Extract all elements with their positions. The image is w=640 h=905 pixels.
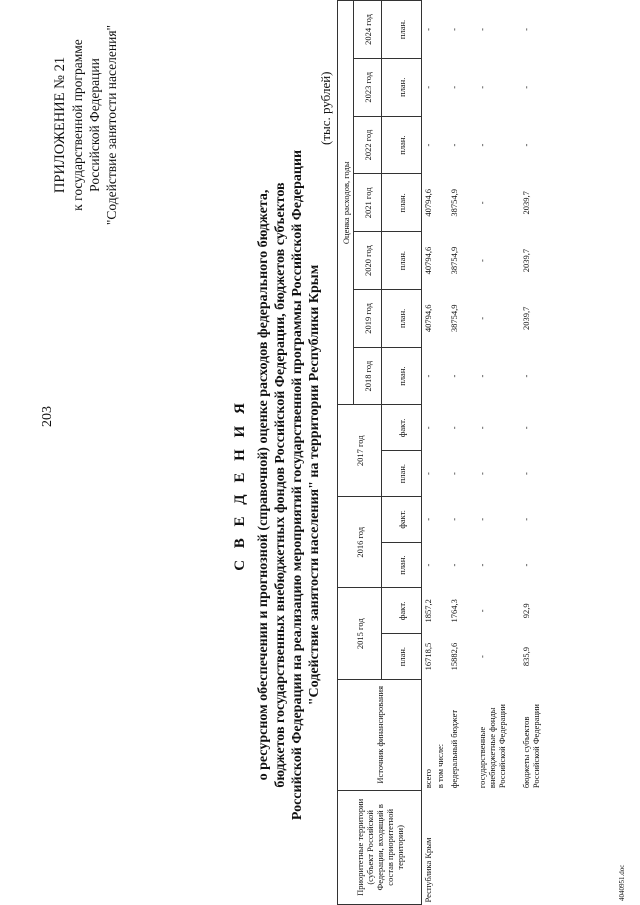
value-cell: 1764,3 bbox=[449, 599, 459, 623]
value-cell: - bbox=[423, 28, 433, 31]
value-cell: 92,9 bbox=[521, 603, 531, 619]
title-line: "Содействие занятости населения" на территории Республики Крым bbox=[307, 264, 322, 706]
header-2016: 2016 год bbox=[338, 496, 382, 587]
table-row bbox=[476, 1, 520, 905]
value-cell: - bbox=[423, 85, 433, 89]
table-row bbox=[422, 1, 435, 905]
header-2015: 2015 год bbox=[338, 588, 382, 679]
page-number: 203 bbox=[40, 406, 55, 427]
value-cell: - bbox=[521, 563, 531, 567]
value-cell: - bbox=[477, 517, 487, 521]
value-cell: - bbox=[521, 472, 531, 476]
value-cell: - bbox=[449, 374, 459, 378]
title-line: бюджетов государственных внебюджетных фондов Российской Федерации, бюджетов субъектов bbox=[273, 182, 288, 788]
appendix-heading: ПРИЛОЖЕНИЕ № 21 bbox=[52, 56, 68, 194]
value-cell: 2039,7 bbox=[521, 306, 531, 331]
header-plan: план. bbox=[382, 451, 422, 497]
value-cell: - bbox=[423, 374, 433, 378]
header-plan: план. bbox=[382, 289, 422, 347]
value-cell: - bbox=[477, 426, 487, 430]
value-cell: - bbox=[521, 426, 531, 430]
header-2019: 2019 год bbox=[354, 289, 382, 347]
value-cell: - bbox=[521, 517, 531, 521]
value-cell: - bbox=[521, 143, 531, 147]
header-fact: факт. bbox=[382, 588, 422, 634]
header-territory: Приоритетные территории (субъект Российской Федерации, входящий в состав приоритетной территории) bbox=[338, 790, 422, 904]
value-cell: - bbox=[477, 472, 487, 476]
value-cell: - bbox=[423, 426, 433, 430]
header-plan: план. bbox=[382, 58, 422, 116]
value-cell: - bbox=[449, 143, 459, 147]
header-2023: 2023 год bbox=[354, 58, 382, 116]
value-cell: - bbox=[477, 609, 487, 613]
value-cell: - bbox=[521, 28, 531, 31]
header-plan: план. bbox=[382, 347, 422, 405]
source-cell: государственные внебюджетные фонды Российской Федерации bbox=[477, 704, 507, 789]
value-cell: - bbox=[449, 563, 459, 567]
value-cell: - bbox=[477, 374, 487, 378]
header-plan: план. bbox=[382, 174, 422, 232]
table-row bbox=[448, 1, 476, 905]
value-cell: - bbox=[449, 426, 459, 430]
table-body bbox=[422, 1, 549, 905]
value-cell: 40794,6 bbox=[423, 304, 433, 333]
header-2022: 2022 год bbox=[354, 116, 382, 174]
value-cell: 40794,6 bbox=[423, 246, 433, 275]
source-cell: в том числе: bbox=[435, 743, 445, 789]
value-cell: - bbox=[477, 259, 487, 263]
header-plan: план. bbox=[382, 1, 422, 59]
value-cell: - bbox=[477, 85, 487, 89]
appendix-line: Российской Федерации bbox=[87, 58, 102, 192]
value-cell: - bbox=[449, 472, 459, 476]
value-cell: 2039,7 bbox=[521, 191, 531, 215]
value-cell: 15882,6 bbox=[449, 642, 459, 671]
value-cell: 40794,6 bbox=[423, 189, 433, 217]
value-cell: 2039,7 bbox=[521, 248, 531, 273]
appendix-block bbox=[52, 5, 120, 245]
header-fact: факт. bbox=[382, 496, 422, 542]
header-2020: 2020 год bbox=[354, 232, 382, 290]
appendix-line: к государственной программе bbox=[70, 39, 85, 211]
title-line: Российской Федерации на реализацию мероприятий государственной программы Российской Федерации bbox=[290, 149, 305, 821]
value-cell: - bbox=[449, 517, 459, 521]
value-cell: - bbox=[477, 143, 487, 147]
territory-cell: Республика Крым bbox=[423, 837, 433, 903]
header-plan: план. bbox=[382, 542, 422, 588]
value-cell: 835,9 bbox=[521, 647, 531, 667]
value-cell: - bbox=[521, 85, 531, 89]
header-2017: 2017 год bbox=[338, 405, 382, 496]
value-cell: - bbox=[423, 143, 433, 147]
appendix-line: "Содействие занятости населения" bbox=[104, 24, 119, 226]
value-cell: - bbox=[477, 563, 487, 567]
value-cell: - bbox=[521, 374, 531, 378]
value-cell: 38754,9 bbox=[449, 246, 459, 275]
header-source: Источник финансирования bbox=[338, 679, 422, 790]
header-plan: план. bbox=[382, 634, 422, 680]
value-cell: - bbox=[477, 28, 487, 31]
table-row bbox=[520, 1, 548, 905]
header-plan: план. bbox=[382, 116, 422, 174]
value-cell: 1857,2 bbox=[423, 599, 433, 623]
file-footer: 4040951.doc bbox=[618, 864, 626, 901]
header-plan: план. bbox=[382, 232, 422, 290]
header-estimate: Оценка расходов, годы bbox=[338, 1, 354, 406]
title-line: о ресурсном обеспечении и прогнозной (справочной) оценке расходов федерального бюджета, bbox=[256, 189, 271, 781]
source-cell: бюджеты субъектов Российской Федерации bbox=[521, 704, 541, 789]
header-fact: факт. bbox=[382, 405, 422, 451]
document-title bbox=[232, 125, 323, 845]
value-cell: 38754,9 bbox=[449, 189, 459, 217]
table-row bbox=[434, 1, 448, 905]
value-cell: - bbox=[477, 655, 487, 659]
source-cell: всего bbox=[423, 769, 433, 789]
value-cell: - bbox=[423, 563, 433, 567]
header-2021: 2021 год bbox=[354, 174, 382, 232]
value-cell: - bbox=[423, 472, 433, 476]
value-cell: - bbox=[423, 517, 433, 521]
funding-table bbox=[337, 0, 548, 905]
value-cell: 38754,9 bbox=[449, 304, 459, 333]
units-label: (тыс. рублей) bbox=[318, 71, 333, 145]
value-cell: - bbox=[477, 201, 487, 205]
value-cell: - bbox=[449, 85, 459, 89]
source-cell: федеральный бюджет bbox=[449, 709, 459, 789]
title-heading: С В Е Д Е Н И Я bbox=[232, 399, 248, 571]
header-2024: 2024 год bbox=[354, 1, 382, 59]
header-2018: 2018 год bbox=[354, 347, 382, 405]
value-cell: - bbox=[477, 316, 487, 320]
value-cell: 16718,5 bbox=[423, 642, 433, 671]
value-cell: - bbox=[449, 28, 459, 31]
